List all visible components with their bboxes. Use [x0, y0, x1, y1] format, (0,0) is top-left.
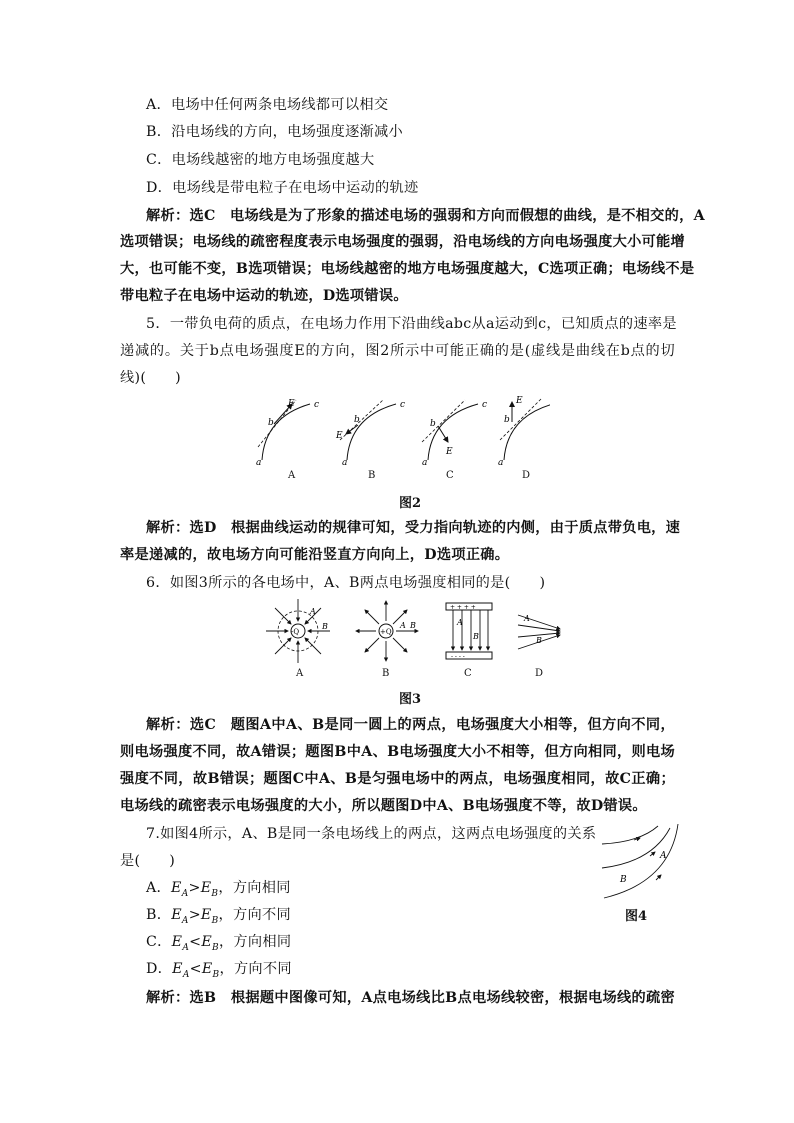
- label-a: A: [660, 851, 667, 861]
- label-a: A: [400, 621, 406, 630]
- figure-2-sublabel-b: B: [368, 470, 376, 481]
- label-b: b: [268, 418, 274, 428]
- label-e: E: [446, 447, 453, 457]
- q4-option-a: A．电场中任何两条电场线都可以相交: [146, 97, 389, 113]
- q4-option-c: C．电场线越密的地方电场强度越大: [146, 152, 375, 168]
- figure-3-sublabel-b: B: [382, 668, 390, 679]
- q4-option-d: D．电场线是带电粒子在电场中运动的轨迹: [146, 180, 419, 196]
- q6-analysis-line-3: 强度不同，故B错误；题图C中A、B是匀强电场中的两点，电场强度相同，故C正确；: [120, 771, 675, 787]
- label-a: A: [457, 618, 463, 627]
- q4-analysis-line-1: 解析：选C 电场线是为了形象的描述电场的强弱和方向而假想的曲线，是不相交的，A: [146, 208, 705, 224]
- q4-analysis-line-2: 选项错误；电场线的疏密程度表示电场强度的强弱，沿电场线的方向电场强度大小可能增: [120, 234, 686, 250]
- charge-label: -Q: [291, 628, 300, 636]
- label-e: E: [336, 431, 343, 441]
- label-a: a: [256, 458, 262, 468]
- label-b: B: [473, 632, 479, 641]
- plate-plus: + + + +: [450, 604, 476, 611]
- figure-2-caption: 图2: [399, 496, 422, 511]
- label-a: A: [310, 607, 316, 616]
- figure-2-panel-a: [256, 399, 319, 468]
- label-a: a: [498, 458, 504, 468]
- label-a: a: [342, 458, 348, 468]
- figure-2-panel-d: [498, 396, 550, 468]
- label-a: A: [524, 614, 530, 623]
- q6-analysis-line-1: 解析：选C 题图A中A、B是同一圆上的两点，电场强度大小相等，但方向不同，: [146, 717, 675, 733]
- label-b: b: [430, 419, 436, 429]
- figure-2-sublabel-c: C: [446, 470, 454, 481]
- q7-stem-line-2: 是( ): [120, 853, 176, 869]
- q4-analysis-line-4: 带电粒子在电场中运动的轨迹，D选项错误。: [120, 288, 408, 304]
- q7-stem-line-1: 7.如图4所示，A、B是同一条电场线上的两点，这两点电场强度的关系: [146, 826, 597, 842]
- figure-3-sublabel-c: C: [464, 668, 472, 679]
- q7-analysis: 解析：选B 根据题中图像可知，A点电场线比B点电场线较密，根据电场线的疏密: [146, 990, 675, 1006]
- figure-3-panel-d: [518, 614, 560, 649]
- label-e: E: [288, 399, 295, 409]
- q5-analysis-line-1: 解析：选D 根据曲线运动的规律可知，受力指向轨迹的内侧，由于质点带负电，速: [146, 520, 681, 536]
- figure-3-panel-a: [266, 599, 330, 663]
- figure-2-panel-c: [422, 400, 487, 468]
- label-b: b: [504, 415, 510, 425]
- label-b: B: [410, 621, 416, 630]
- q4-analysis-line-3: 大，也可能不变，B选项错误；电场线越密的地方电场强度越大，C选项正确；电场线不是: [120, 261, 695, 277]
- q7-option-d: D．$E_A<E_B$，方向不同: [146, 961, 292, 980]
- figure-3-sublabel-a: A: [296, 668, 304, 679]
- figure-3-panel-c: [446, 603, 492, 660]
- label-b: B: [620, 875, 627, 885]
- label-b: b: [354, 415, 360, 425]
- q4-option-b: B．沿电场线的方向，电场强度逐渐减小: [146, 124, 404, 140]
- q5-stem-line-3: 线)( ): [120, 370, 181, 386]
- charge-label: +Q: [380, 628, 392, 636]
- figure-3-caption: 图3: [399, 692, 422, 707]
- q7-option-a: A．$E_A>E_B$，方向相同: [146, 880, 291, 899]
- label-c: c: [482, 400, 488, 410]
- q7-option-c: C．$E_A<E_B$，方向相同: [146, 934, 292, 953]
- q7-option-b: B．$E_A>E_B$，方向不同: [146, 907, 291, 926]
- label-c: c: [314, 400, 320, 410]
- q6-stem: 6．如图3所示的各电场中，A、B两点电场强度相同的是( ): [146, 575, 546, 591]
- label-b: B: [322, 622, 328, 631]
- figure-4-caption: 图4: [625, 909, 648, 924]
- label-a: a: [422, 458, 428, 468]
- figure-4: [600, 822, 680, 906]
- q6-analysis-line-2: 则电场强度不同，故A错误；题图B中A、B电场强度大小不相等，但方向相同，则电场: [120, 744, 675, 760]
- figure-2-sublabel-a: A: [288, 470, 296, 481]
- q5-stem-line-2: 递减的。关于b点电场强度E的方向，图2所示中可能正确的是(虚线是曲线在b点的切: [120, 343, 675, 359]
- label-e: E: [516, 396, 523, 406]
- figure-2-sublabel-d: D: [522, 470, 531, 481]
- q5-analysis-line-2: 率是递减的，故电场方向可能沿竖直方向向上，D选项正确。: [120, 547, 510, 563]
- q5-stem-line-1: 5．一带负电荷的质点，在电场力作用下沿曲线abc从a运动到c，已知质点的速率是: [146, 316, 677, 332]
- plate-minus: - - - -: [451, 653, 465, 660]
- label-b: B: [536, 636, 542, 645]
- figure-3-panel-b: [356, 601, 418, 661]
- figure-2-panel-b: [335, 400, 405, 468]
- figure-3-sublabel-d: D: [535, 668, 544, 679]
- figure-3: [262, 597, 562, 665]
- label-c: c: [400, 400, 406, 410]
- q6-analysis-line-4: 电场线的疏密表示电场强度的大小，所以题图D中A、B电场强度不等，故D错误。: [120, 798, 647, 814]
